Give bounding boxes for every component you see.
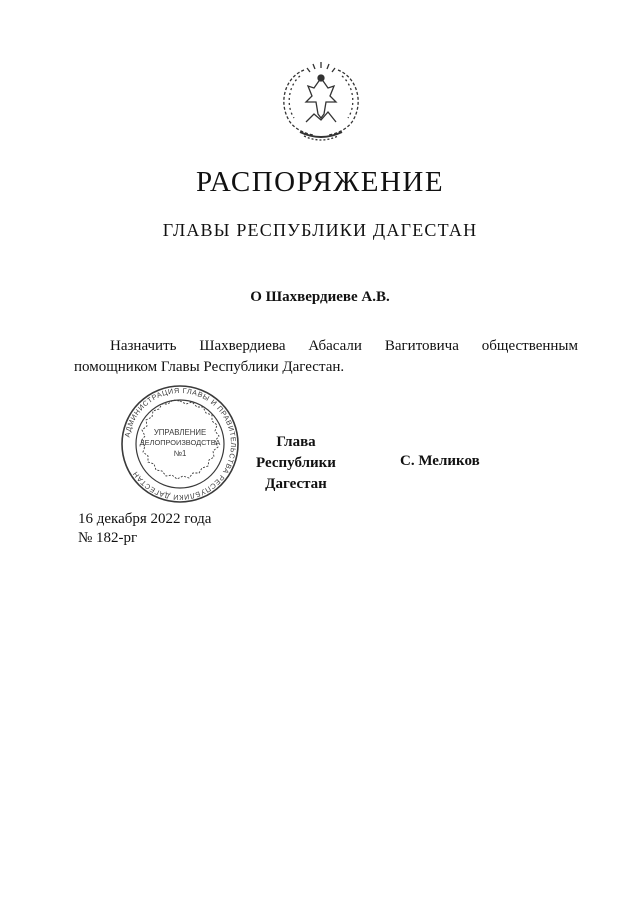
- signatory-role-line-2: Республики Дагестан: [256, 455, 336, 492]
- stamp-line-2: ДЕЛОПРОИЗВОДСТВА: [139, 438, 221, 447]
- document-date: 16 декабря 2022 года: [78, 511, 212, 527]
- document-title: РАСПОРЯЖЕНИЕ: [195, 166, 445, 198]
- document-subject: О Шахвердиеве А.В.: [250, 289, 390, 305]
- document-subtitle: ГЛАВЫ РЕСПУБЛИКИ ДАГЕСТАН: [162, 220, 478, 240]
- document-body: Назначить Шахвердиева Абасали Вагитовича общественным помощником Главы Республики Дагестан.: [74, 338, 578, 375]
- signatory-role: [226, 432, 366, 495]
- document-number: № 182-рг: [78, 530, 138, 546]
- coat-of-arms-emblem: [266, 56, 376, 144]
- signatory-name: С. Меликов: [400, 453, 480, 469]
- stamp-line-3: №1: [173, 449, 187, 458]
- stamp-line-1: УПРАВЛЕНИЕ: [153, 428, 207, 437]
- official-stamp: [119, 383, 241, 505]
- stamp-ring-text: АДМИНИСТРАЦИЯ ГЛАВЫ И ПРАВИТЕЛЬСТВА РЕСПУБЛИКИ ДАГЕСТАН: [122, 385, 239, 503]
- signatory-role-line-1: Глава: [276, 434, 316, 450]
